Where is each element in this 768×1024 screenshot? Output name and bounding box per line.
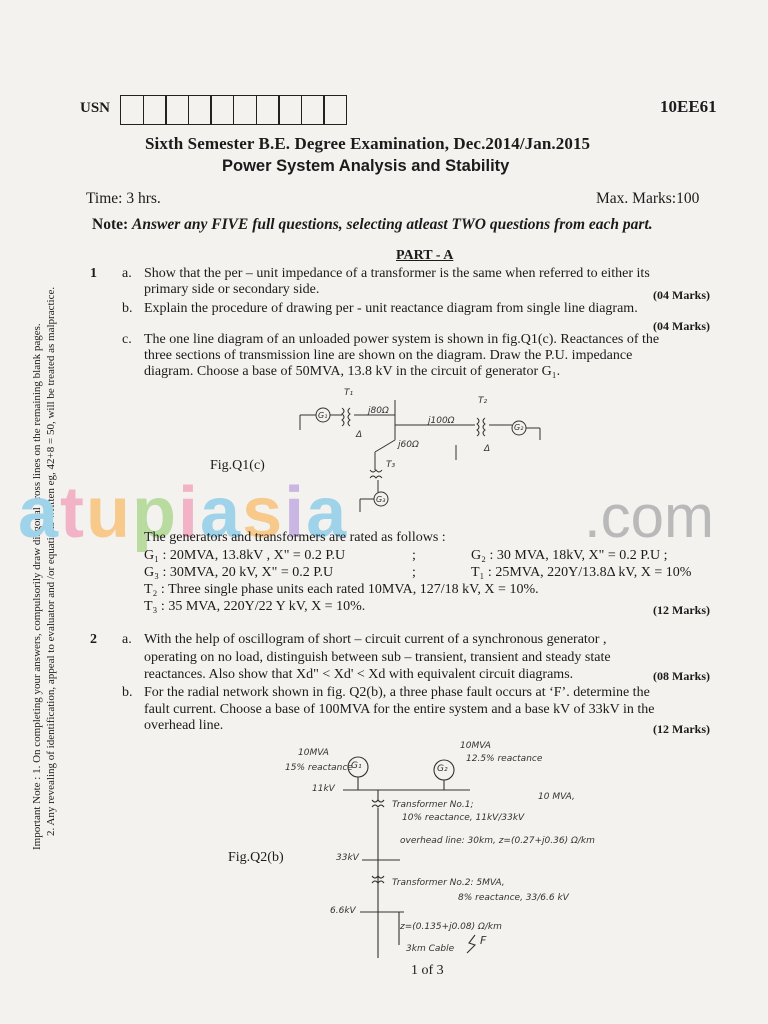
usn-box — [323, 95, 347, 125]
wm-letter: t — [60, 473, 87, 553]
fig-q2b-tr2-detail: 8% reactance, 33/6.6 kV — [458, 893, 569, 903]
fig-q2b-bus66: 6.6kV — [330, 906, 356, 916]
fig-q2b-fault: F — [480, 934, 487, 947]
q2a-line2: operating on no load, distinguish between sub – transient, transient and steady state — [144, 650, 611, 665]
note-label: Note: — [92, 216, 129, 233]
rating-g2: G₂ : 30 MVA, 18kV, X" = 0.2 P.U ; — [471, 548, 668, 563]
rating-g3: G₃ : 30MVA, 20 kV, X" = 0.2 P.U — [144, 565, 334, 580]
usn-box — [143, 95, 167, 125]
fig-q1c-j80: j80Ω — [368, 406, 389, 416]
fig-q2b-g2: G₂ — [437, 764, 448, 774]
fig-q2b-tr1-detail: 10% reactance, 11kV/33kV — [402, 813, 525, 823]
ratings-intro: The generators and transformers are rated as follows : — [144, 530, 446, 545]
usn-box — [233, 95, 257, 125]
q2b-line2: fault current. Choose a base of 100MVA for the entire system and a base kV of 33kV in the — [144, 702, 655, 717]
fig-q1c-g2: G₂ — [514, 423, 524, 432]
wm-letter: a — [18, 473, 61, 553]
fig-q1c-j100: j100Ω — [428, 416, 455, 426]
q1c-line2: three sections of transmission line are shown on the diagram. Draw the P.U. impedance — [144, 348, 633, 363]
fig-q2b-bus33: 33kV — [336, 853, 359, 863]
q2b-marks: (12 Marks) — [653, 722, 710, 736]
watermark-suffix: .com — [584, 483, 715, 550]
fig-q1c-label: Fig.Q1(c) — [210, 458, 265, 473]
q2b-line1: For the radial network shown in fig. Q2(b), a three phase fault occurs at ‘F’. determine the — [144, 685, 650, 700]
q1a-label: a. — [122, 266, 132, 281]
fig-q1c-g3: G₃ — [376, 495, 386, 504]
usn-box — [120, 95, 144, 125]
rating-t2: T₂ : Three single phase units each rated 10MVA, 127/18 kV, X = 10%. — [144, 582, 539, 597]
fig-q2b-tr1-name: Transformer No.1; — [392, 800, 474, 810]
fig-q2b-g1: G₁ — [351, 761, 362, 771]
exam-title: Sixth Semester B.E. Degree Examination, Dec.2014/Jan.2015 — [145, 134, 591, 153]
side-important-note — [30, 287, 58, 850]
fig-q2b-g2-rating: 10MVA — [460, 741, 491, 751]
fig-q2b-cable: z=(0.135+j0.08) Ω/km — [400, 922, 502, 932]
rating-semi: ; — [412, 548, 416, 563]
part-heading: PART - A — [396, 248, 454, 263]
usn-label: USN — [80, 100, 111, 116]
usn-box — [165, 95, 189, 125]
exam-time: Time: 3 hrs. — [86, 190, 161, 207]
q2b-line3: overhead line. — [144, 718, 224, 733]
wm-letter: u — [86, 473, 133, 553]
fig-q1c-t3: T₃ — [386, 460, 396, 470]
page-number: 1 of 3 — [411, 963, 444, 978]
usn-box — [210, 95, 234, 125]
fig-q1c-delta2: Δ — [484, 444, 491, 454]
usn-box — [278, 95, 302, 125]
q2a-label: a. — [122, 632, 132, 647]
q2a-line1: With the help of oscillogram of short – circuit current of a synchronous generator , — [144, 632, 607, 647]
fig-q1c-g1: G₁ — [318, 411, 328, 420]
q1b-marks: (04 Marks) — [653, 319, 710, 333]
fig-q2b-ohl: overhead line: 30km, z=(0.27+j0.36) Ω/km — [400, 836, 595, 846]
q1-number: 1 — [90, 266, 97, 281]
fig-q2b-bus11: 11kV — [312, 784, 335, 794]
q1c-label: c. — [122, 332, 132, 347]
fig-q2b-cable-len: 3km Cable — [406, 944, 455, 954]
fig-q2b-tr1-mva: 10 MVA, — [538, 792, 575, 802]
q1a-line1: Show that the per – unit impedance of a transformer is the same when referred to either its — [144, 266, 650, 281]
usn-box — [256, 95, 280, 125]
rating-semi2: ; — [412, 565, 416, 580]
wm-letter: i — [284, 473, 307, 553]
q2a-line3: reactances. Also show that Xd" < Xd' < Xd with equivalent circuit diagrams. — [144, 667, 574, 682]
fig-q2b-tr2: Transformer No.2: 5MVA, — [392, 878, 505, 888]
note-text: Answer any FIVE full questions, selecting atleast TWO questions from each part. — [132, 216, 653, 233]
q1b-label: b. — [122, 301, 133, 316]
wm-letter: s — [242, 473, 285, 553]
fig-q2b-g1-rating: 10MVA — [298, 748, 329, 758]
usn-boxes — [120, 95, 346, 125]
fig-q2b-g2-reactance: 12.5% reactance — [466, 754, 543, 764]
rating-g1: G₁ : 20MVA, 13.8kV , X" = 0.2 P.U — [144, 548, 346, 563]
q1a-marks: (04 Marks) — [653, 288, 710, 302]
usn-box — [301, 95, 325, 125]
fig-q1c-j60: j60Ω — [398, 440, 419, 450]
instructions-note — [92, 216, 653, 234]
q1c-line3: diagram. Choose a base of 50MVA, 13.8 kV in the circuit of generator G₁. — [144, 364, 561, 379]
q1b-text: Explain the procedure of drawing per - unit reactance diagram from single line diagram. — [144, 301, 638, 316]
rating-t3: T₃ : 35 MVA, 220Y/22 Y kV, X = 10%. — [144, 599, 366, 614]
wm-letter: i — [178, 473, 201, 553]
fig-q2b-label: Fig.Q2(b) — [228, 850, 284, 865]
fig-q1c-delta: Δ — [356, 430, 363, 440]
wm-letter: a — [200, 473, 243, 553]
q2a-marks: (08 Marks) — [653, 669, 710, 683]
q2-number: 2 — [90, 632, 97, 647]
q1a-line2: primary side or secondary side. — [144, 282, 320, 297]
wm-letter: p — [132, 473, 178, 553]
subject-title: Power System Analysis and Stability — [222, 157, 510, 175]
q1c-line1: The one line diagram of an unloaded power system is shown in fig.Q1(c). Reactances of the — [144, 332, 660, 347]
wm-letter: a — [306, 473, 349, 553]
rating-t1: T₁ : 25MVA, 220Y/13.8Δ kV, X = 10% — [471, 565, 692, 580]
q1c-marks: (12 Marks) — [653, 603, 710, 617]
side-note-line2: 2. Any revealing of identification, appeal to evaluator and /or equations written eg, 42+8 = 50, will be treated as malpractice. — [45, 286, 57, 836]
max-marks: Max. Marks:100 — [596, 190, 700, 207]
fig-q1c-t2: T₂ — [478, 396, 488, 406]
side-note-line1: Important Note : 1. On completing your answers, compulsorily draw diagonal cross lines on the remaining blank pages. — [31, 323, 43, 850]
usn-box — [188, 95, 212, 125]
q2b-label: b. — [122, 685, 133, 700]
fig-q2b-g1-reactance: 15% reactance — [285, 763, 353, 773]
course-code: 10EE61 — [660, 97, 717, 116]
fig-q1c-t1: T₁ — [344, 388, 354, 398]
